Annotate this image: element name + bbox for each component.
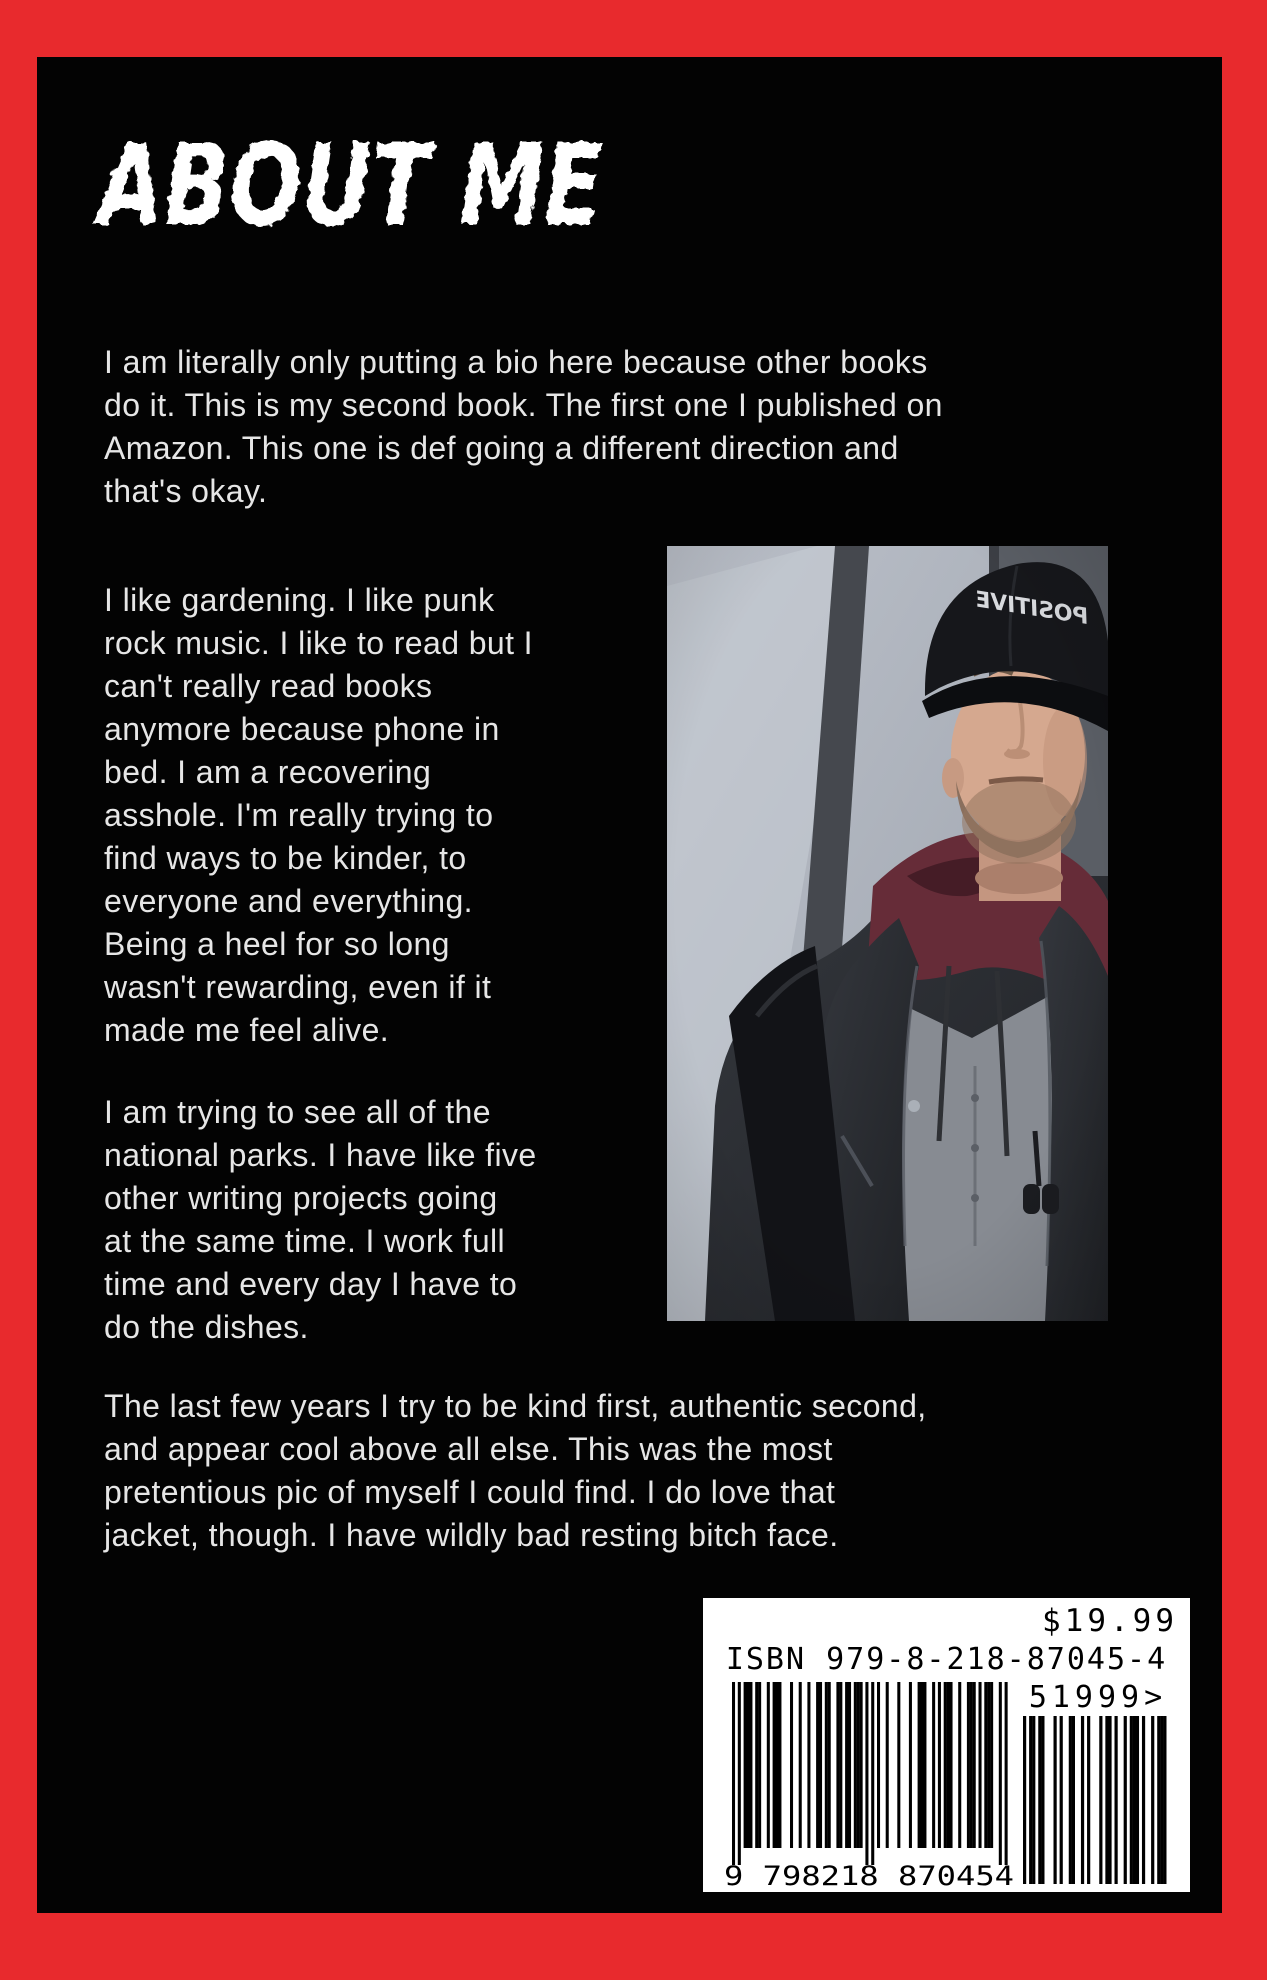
page-title: ABOUT ME — [91, 121, 603, 251]
text-line: bed. I am a recovering — [104, 754, 432, 790]
text-line: that's okay. — [104, 473, 268, 509]
ean13-barcode — [719, 1682, 1019, 1888]
text-line: find ways to be kinder, to — [104, 840, 467, 876]
text-line: do the dishes. — [104, 1309, 309, 1345]
text-line: I am literally only putting a bio here because other books — [104, 344, 928, 380]
isbn-number: ISBN 979-8-218-87045-4 — [725, 1642, 1168, 1677]
text-line: jacket, though. I have wildly bad resting bitch face. — [104, 1517, 839, 1553]
text-line: I am trying to see all of the — [104, 1094, 491, 1130]
text-line: asshole. I'm really trying to — [104, 797, 494, 833]
text-line: made me feel alive. — [104, 1012, 390, 1048]
price: $19.99 — [1042, 1603, 1178, 1639]
text-line: time and every day I have to — [104, 1266, 518, 1302]
paragraph-intro — [104, 341, 943, 513]
text-line: Amazon. This one is def going a different direction and — [104, 430, 899, 466]
text-line: pretentious pic of myself I could find. I do love that — [104, 1474, 836, 1510]
text-line: do it. This is my second book. The first one I published on — [104, 387, 943, 423]
supplement-code: 51999> — [1028, 1680, 1168, 1715]
text-line: rock music. I like to read but I — [104, 625, 533, 661]
author-photo — [667, 546, 1108, 1321]
barcode-box — [703, 1598, 1190, 1892]
text-line: wasn't rewarding, even if it — [104, 969, 492, 1005]
paragraph-goals — [104, 1091, 537, 1349]
text-line: at the same time. I work full — [104, 1223, 506, 1259]
paragraph-likes — [104, 579, 533, 1052]
ean13-digits: 9 798218 870454 — [724, 1861, 1014, 1888]
paragraph-closing — [104, 1385, 927, 1557]
text-line: everyone and everything. — [104, 883, 473, 919]
text-line: other writing projects going — [104, 1180, 498, 1216]
text-line: Being a heel for so long — [104, 926, 450, 962]
text-line: I like gardening. I like punk — [104, 582, 495, 618]
text-line: national parks. I have like five — [104, 1137, 537, 1173]
ean5-supplement-barcode — [1021, 1716, 1169, 1884]
text-line: can't really read books — [104, 668, 433, 704]
title-graphic — [88, 104, 648, 264]
text-line: anymore because phone in — [104, 711, 500, 747]
text-line: and appear cool above all else. This was the most — [104, 1431, 833, 1467]
text-line: The last few years I try to be kind first, authentic second, — [104, 1388, 927, 1424]
